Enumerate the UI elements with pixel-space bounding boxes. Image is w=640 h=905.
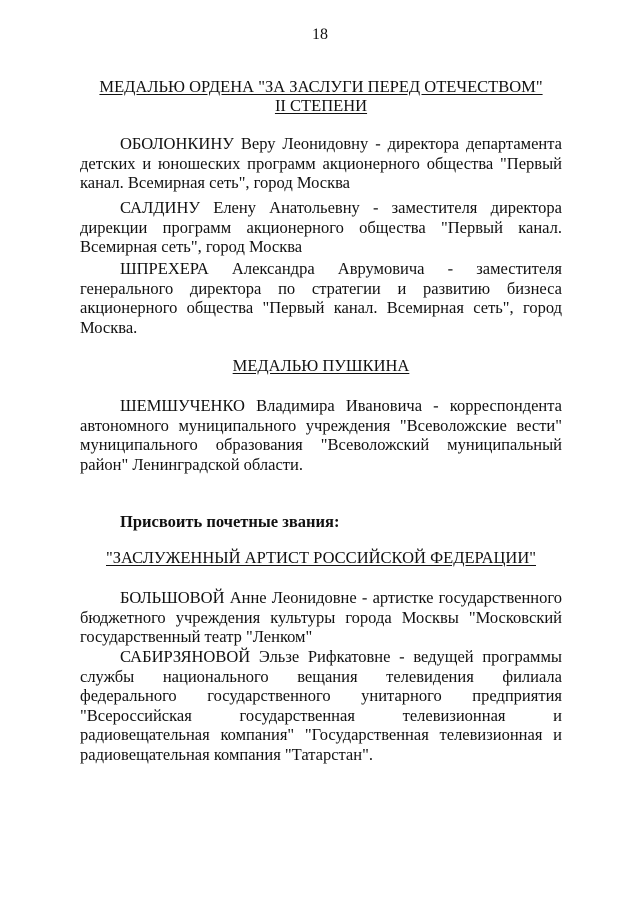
page-number: 18 — [312, 26, 328, 43]
award-entry: ШЕМШУЧЕНКО Владимира Ивановича - корреспондента автономного муниципального учреждения "Всеволожские вести" муниципального образования "Всеволожский муниципальный район" Ленинградской области. — [80, 396, 562, 474]
heading-honored-artist: "ЗАСЛУЖЕННЫЙ АРТИСТ РОССИЙСКОЙ ФЕДЕРАЦИИ" — [106, 548, 536, 567]
award-entry: ОБОЛОНКИНУ Веру Леонидовну - директора департамента детских и юношеских программ акционерного общества "Первый канал. Всемирная сеть", город Москва — [80, 134, 562, 192]
titles-intro: Присвоить почетные звания: — [120, 512, 340, 531]
title-entry: БОЛЬШОВОЙ Анне Леонидовне - артистке государственного бюджетного учреждения культуры города Москвы "Московский государственный театр "Ленком" — [80, 588, 562, 646]
heading-pushkin-medal: МЕДАЛЬЮ ПУШКИНА — [232, 356, 410, 375]
heading-order-medal-line-2: II СТЕПЕНИ — [274, 96, 368, 115]
award-entry: ШПРЕХЕРА Александра Аврумовича - заместителя генерального директора по стратегии и развитию бизнеса акционерного общества "Первый канал. Всемирная сеть", город Москва. — [80, 259, 562, 337]
heading-order-medal — [80, 77, 562, 115]
title-entry: САБИРЗЯНОВОЙ Эльзе Рифкатовне - ведущей программы службы национального вещания телевидения филиала федерального государственного унитарного предприятия "Всероссийская государственная телевизионная и радиовещательная компания" "Государственная телевизионная и радиовещательная компания "Татарстан". — [80, 647, 562, 764]
heading-order-medal-line-1: МЕДАЛЬЮ ОРДЕНА "ЗА ЗАСЛУГИ ПЕРЕД ОТЕЧЕСТВОМ" — [99, 77, 543, 96]
award-entry: САЛДИНУ Елену Анатольевну - заместителя директора дирекции программ акционерного общества "Первый канал. Всемирная сеть", город Москва — [80, 198, 562, 256]
